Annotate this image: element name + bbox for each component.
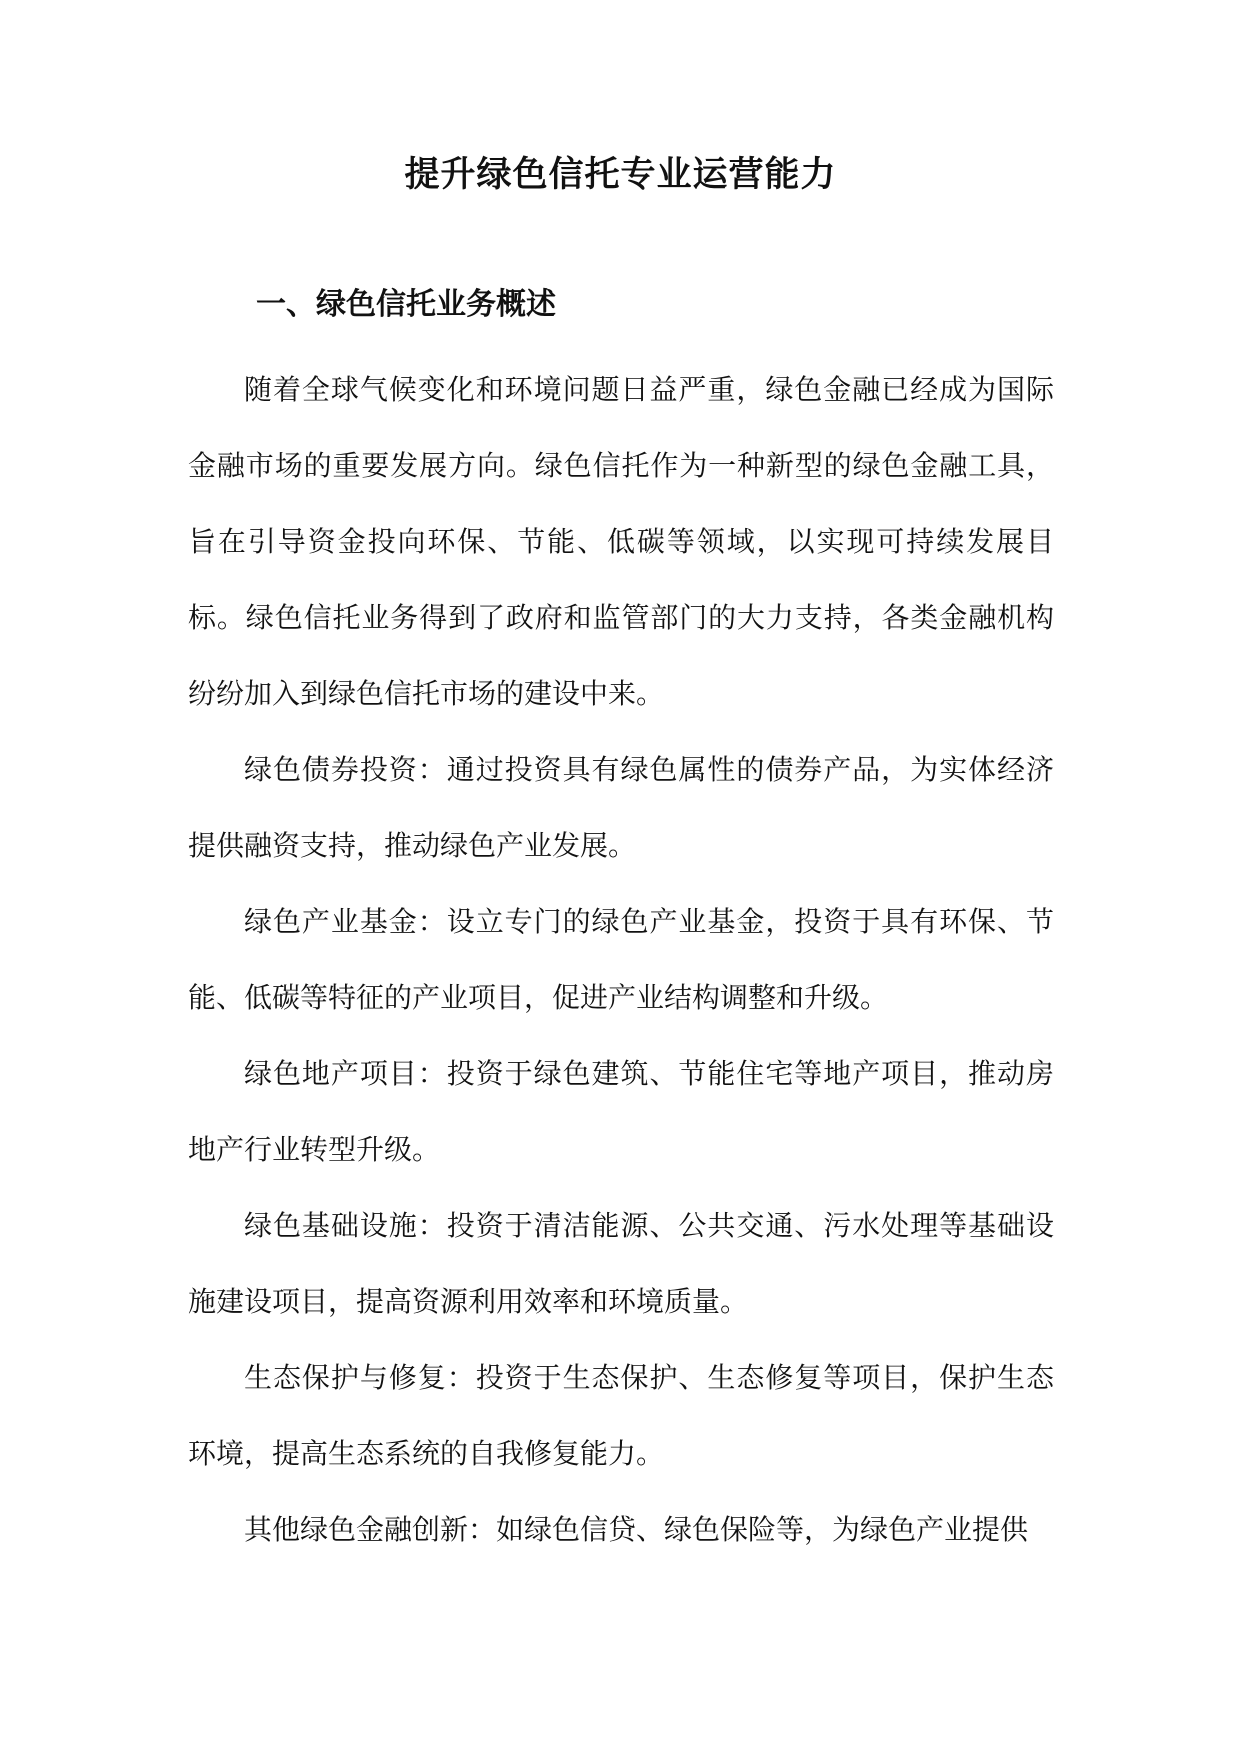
section-heading: 一、绿色信托业务概述	[256, 287, 556, 322]
document-title: 提升绿色信托专业运营能力	[404, 155, 837, 195]
document-body	[188, 352, 1054, 1568]
paragraph-ecological-protection: 生态保护与修复：投资于生态保护、生态修复等项目，保护生态环境，提高生态系统的自我修复能力。	[188, 1361, 1054, 1470]
paragraph-green-infrastructure: 绿色基础设施：投资于清洁能源、公共交通、污水处理等基础设施建设项目，提高资源利用效率和环境质量。	[188, 1209, 1054, 1318]
paragraph-other-innovation: 其他绿色金融创新：如绿色信贷、绿色保险等，为绿色产业提供	[244, 1513, 1029, 1546]
paragraph-overview: 随着全球气候变化和环境问题日益严重，绿色金融已经成为国际金融市场的重要发展方向。绿色信托作为一种新型的绿色金融工具，旨在引导资金投向环保、节能、低碳等领域，以实现可持续发展目标。绿色信托业务得到了政府和监管部门的大力支持，各类金融机构纷纷加入到绿色信托市场的建设中来。	[188, 373, 1054, 710]
paragraph-green-fund: 绿色产业基金：设立专门的绿色产业基金，投资于具有环保、节能、低碳等特征的产业项目，促进产业结构调整和升级。	[188, 905, 1054, 1014]
paragraph-green-bond: 绿色债券投资：通过投资具有绿色属性的债券产品，为实体经济提供融资支持，推动绿色产业发展。	[188, 753, 1054, 862]
paragraph-green-real-estate: 绿色地产项目：投资于绿色建筑、节能住宅等地产项目，推动房地产行业转型升级。	[188, 1057, 1054, 1166]
